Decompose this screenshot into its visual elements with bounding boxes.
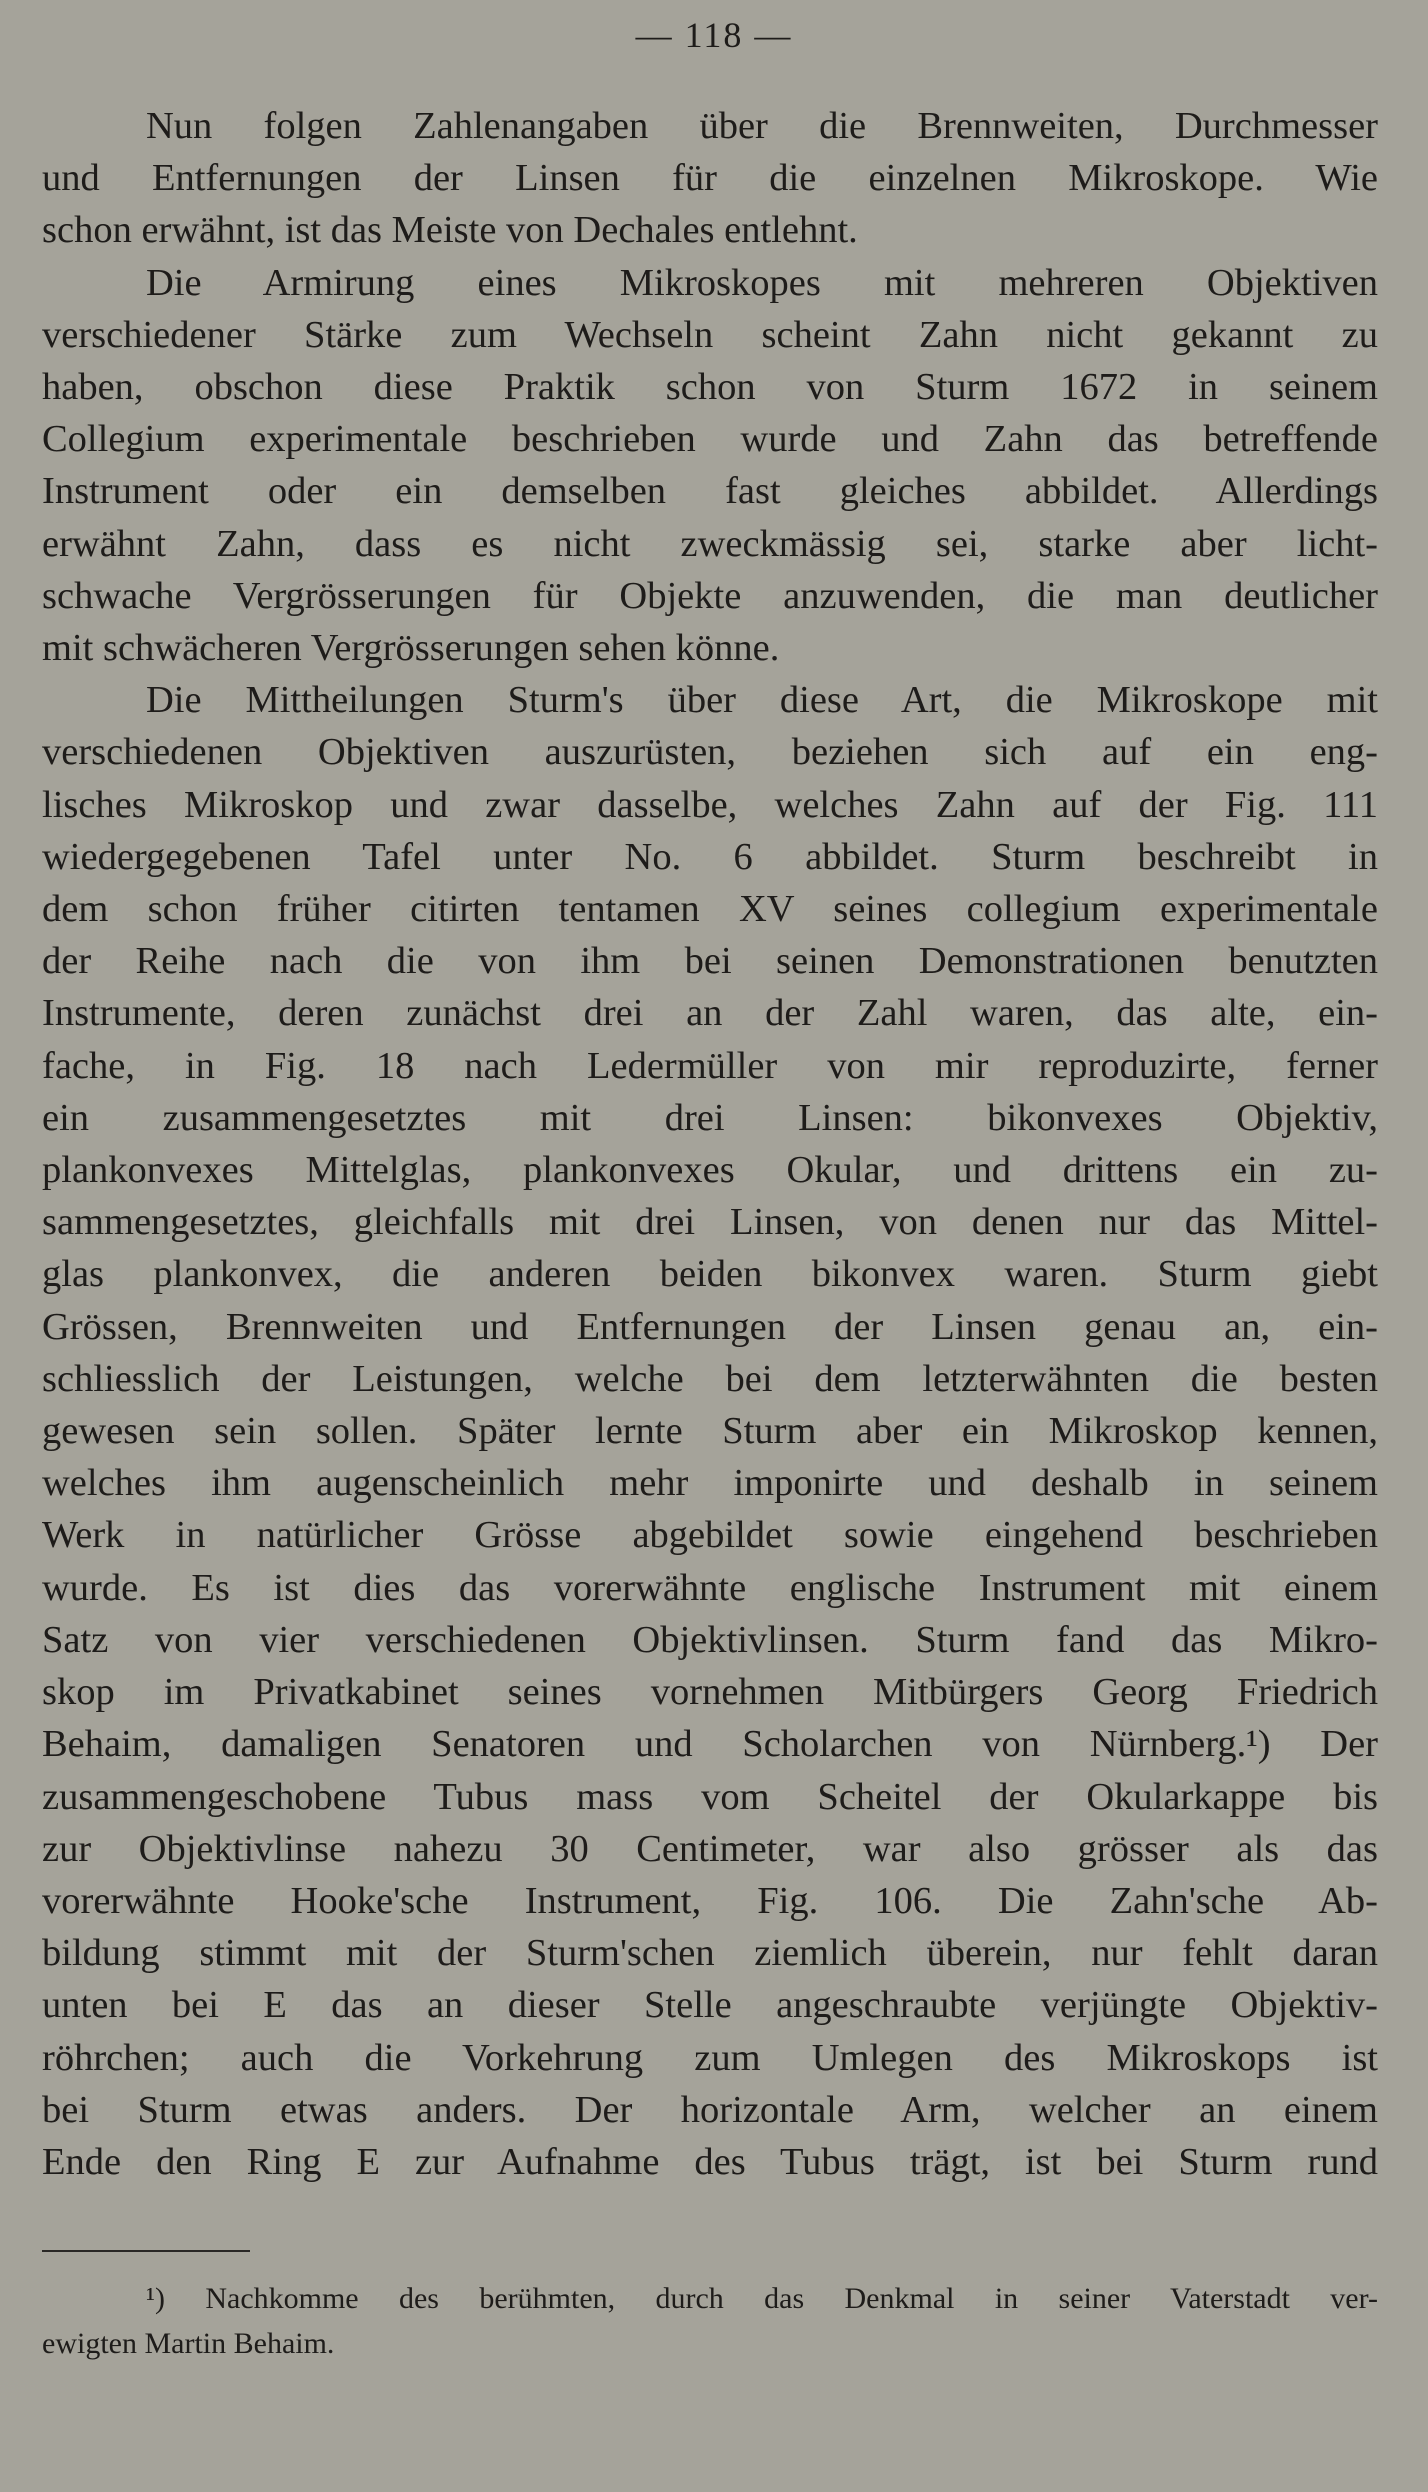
text-line: schon erwähnt, ist das Meiste von Dechales entlehnt. [42, 209, 858, 252]
text-line: erwähnt Zahn, dass es nicht zweckmässig sei, starke aber licht- [42, 522, 1378, 565]
page-number-header: — 118 — [635, 15, 793, 55]
text-line: wurde. Es ist dies das vorerwähnte englische Instrument mit einem [42, 1566, 1378, 1609]
paragraph-1 [42, 100, 1378, 257]
text-line: Die Mittheilungen Sturm's über diese Art, die Mikroskope mit [146, 679, 1378, 722]
paragraph-2 [42, 257, 1378, 675]
text-line: gewesen sein sollen. Später lernte Sturm aber ein Mikroskop kennen, [42, 1410, 1378, 1453]
text-line: dem schon früher citirten tentamen XV seines collegium experimentale [42, 888, 1378, 931]
text-line: Die Armirung eines Mikroskopes mit mehreren Objektiven [146, 261, 1378, 304]
text-line: Werk in natürlicher Grösse abgebildet sowie eingehend beschrieben [42, 1514, 1378, 1557]
text-line: schliesslich der Leistungen, welche bei dem letzterwähnten die besten [42, 1357, 1378, 1400]
footnote-divider [42, 2250, 250, 2252]
text-line: zur Objektivlinse nahezu 30 Centimeter, war also grösser als das [42, 1827, 1378, 1870]
text-line: Nun folgen Zahlenangaben über die Brennweiten, Durchmesser [146, 105, 1378, 147]
text-line: lisches Mikroskop und zwar dasselbe, welches Zahn auf der Fig. 111 [42, 783, 1378, 826]
footnote-line: ¹) Nachkomme des berühmten, durch das Denkmal in seiner Vaterstadt ver- [146, 2282, 1378, 2315]
body-text [42, 100, 1378, 2188]
text-line: ein zusammengesetztes mit drei Linsen: bikonvexes Objektiv, [42, 1096, 1378, 1139]
text-line: Instrumente, deren zunächst drei an der Zahl waren, das alte, ein- [42, 992, 1378, 1035]
text-line: bei Sturm etwas anders. Der horizontale Arm, welcher an einem [42, 2088, 1378, 2131]
text-line: Behaim, damaligen Senatoren und Scholarchen von Nürnberg.¹) Der [42, 1723, 1378, 1766]
text-line: mit schwächeren Vergrösserungen sehen könne. [42, 627, 780, 670]
footnote-line: ewigten Martin Behaim. [42, 2327, 335, 2360]
text-line: wiedergegebenen Tafel unter No. 6 abbildet. Sturm beschreibt in [42, 835, 1378, 878]
footnote [42, 2276, 1378, 2366]
text-line: unten bei E das an dieser Stelle angeschraubte verjüngte Objektiv- [42, 1984, 1378, 2027]
text-line: welches ihm augenscheinlich mehr imponirte und deshalb in seinem [42, 1462, 1378, 1505]
paragraph-3 [42, 674, 1378, 2188]
text-line: Satz von vier verschiedenen Objektivlinsen. Sturm fand das Mikro- [42, 1618, 1378, 1661]
text-line: zusammengeschobene Tubus mass vom Scheitel der Okularkappe bis [42, 1775, 1378, 1818]
text-line: Collegium experimentale beschrieben wurde und Zahn das betreffende [42, 418, 1378, 461]
text-line: vorerwähnte Hooke'sche Instrument, Fig. 106. Die Zahn'sche Ab- [42, 1879, 1378, 1922]
text-line: Grössen, Brennweiten und Entfernungen der Linsen genau an, ein- [42, 1305, 1378, 1348]
text-line: glas plankonvex, die anderen beiden bikonvex waren. Sturm giebt [42, 1253, 1378, 1296]
text-line: sammengesetztes, gleichfalls mit drei Linsen, von denen nur das Mittel- [42, 1201, 1378, 1244]
text-line: skop im Privatkabinet seines vornehmen Mitbürgers Georg Friedrich [42, 1671, 1378, 1714]
text-line: röhrchen; auch die Vorkehrung zum Umlegen des Mikroskops ist [42, 2036, 1378, 2079]
text-line: haben, obschon diese Praktik schon von Sturm 1672 in seinem [42, 366, 1378, 409]
text-line: bildung stimmt mit der Sturm'schen ziemlich überein, nur fehlt daran [42, 1932, 1378, 1975]
text-line: der Reihe nach die von ihm bei seinen Demonstrationen benutzten [42, 940, 1378, 983]
text-line: plankonvexes Mittelglas, plankonvexes Okular, und drittens ein zu- [42, 1149, 1378, 1192]
text-line: verschiedener Stärke zum Wechseln scheint Zahn nicht gekannt zu [42, 313, 1378, 356]
text-line: und Entfernungen der Linsen für die einzelnen Mikroskope. Wie [42, 157, 1378, 200]
text-line: verschiedenen Objektiven auszurüsten, beziehen sich auf ein eng- [42, 731, 1378, 774]
text-line: fache, in Fig. 18 nach Ledermüller von mir reproduzirte, ferner [42, 1044, 1378, 1087]
text-line: Instrument oder ein demselben fast gleiches abbildet. Allerdings [42, 470, 1378, 513]
text-line: schwache Vergrösserungen für Objekte anzuwenden, die man deutlicher [42, 574, 1378, 617]
text-line: Ende den Ring E zur Aufnahme des Tubus trägt, ist bei Sturm rund [42, 2140, 1378, 2183]
